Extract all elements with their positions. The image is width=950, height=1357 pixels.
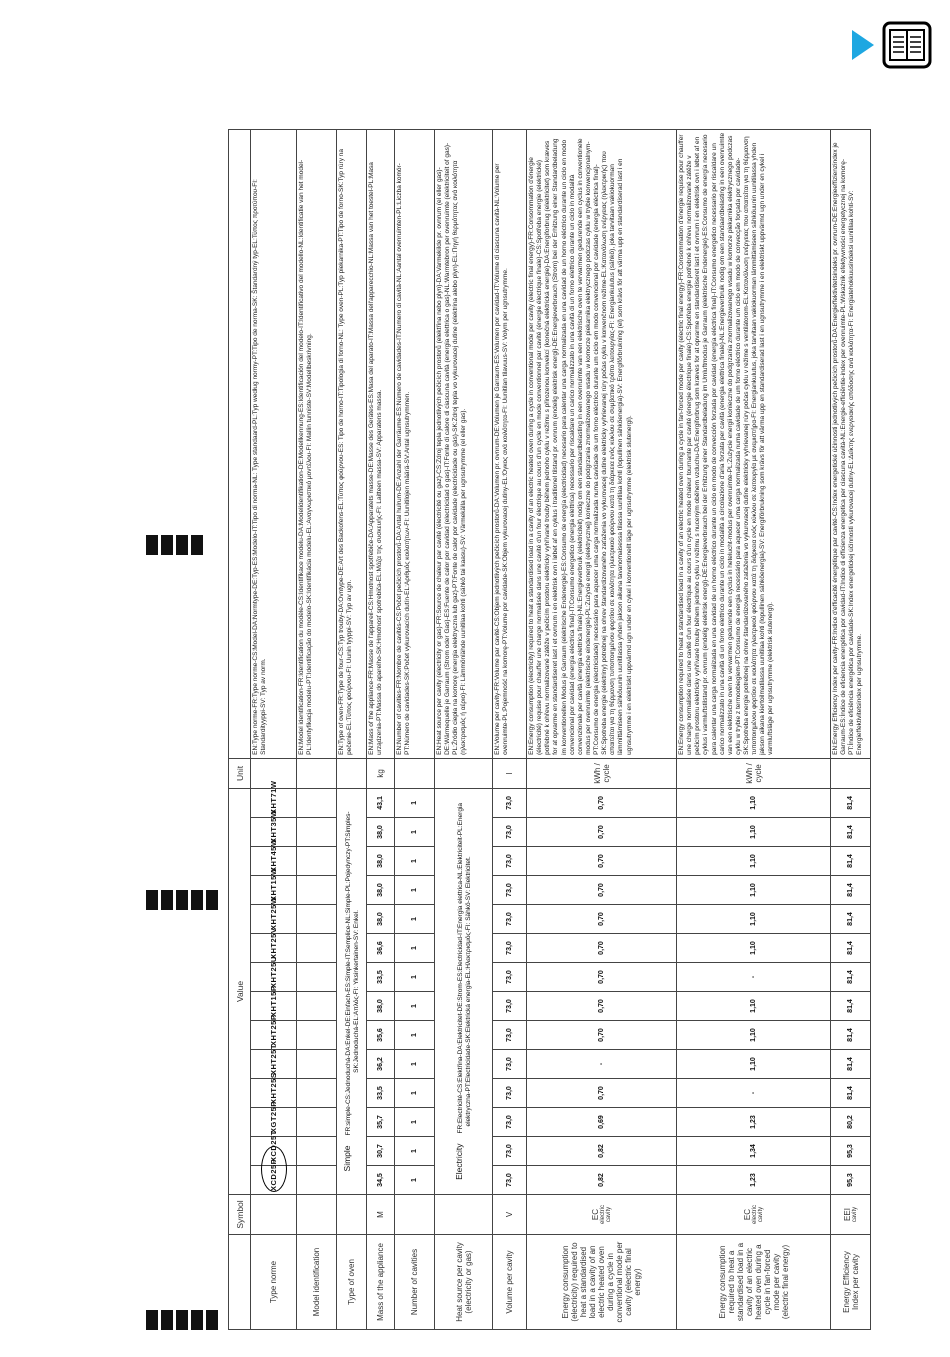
model-name: XHT35W [251,818,297,847]
header-description-cell [229,129,251,758]
value-cell: 1 [395,1137,435,1166]
language-code-badge [146,890,158,910]
value-cell: 73,0 [493,905,527,934]
language-code-badge [161,535,173,555]
value-cell: 35,7 [367,1108,395,1137]
model-name: XHT25P [251,1021,297,1050]
unit-cell: kg [367,758,395,788]
language-code-badge [161,1310,173,1330]
value-cell: 73,0 [493,788,527,817]
parameter-description: EN:Model identification-FR:Identification du modèle-CS:Identifikace modelu-DA:Modelidentifikation-DE:Modellkennung-ES:Identificación del modelo-IT:Identificativo del modello-NL:Identificatie van het model-PL:Identyfikacja modelu-PT:Identificação do modelo-SK:Identifikácia modelu-EL:Αναγνωριστικό μοντέλου-FI: Mallin tunniste-SV:Modellbeskrivning. [297,129,337,758]
parameter-description: EN:Type norme-FR:Type norme-CS:Model-DA:Normtype-DE:Typ-ES:Modelo-IT:Tipo di norma-NL: Type standaard-PL:Typ według normy-PT:Tipo de norma-SK: Štandardný typ-EL:Τύπος προτύπου-FI: Standardityyppi-SV: Typ av norm. [251,129,297,758]
value-cell [297,818,337,847]
value-cell: 0,82 [527,1137,677,1166]
value-cell: 1,10 [677,876,831,905]
language-row [204,1302,219,1330]
unit-cell: l [493,758,527,788]
row-heat-source [435,129,493,1329]
value-cell: 1 [395,1050,435,1079]
value-cell: 73,0 [493,1050,527,1079]
value-cell: 81,4 [831,847,871,876]
value-cell: 73,0 [493,1079,527,1108]
symbol: EC [743,1208,752,1221]
value-cell: 1,10 [677,1021,831,1050]
value-cell: 73,0 [493,847,527,876]
product-info-table [228,129,871,1330]
value-cell: 33,5 [367,963,395,992]
value-cell: 81,4 [831,1021,871,1050]
value-cell: 1,10 [677,818,831,847]
parameter-name: Energy Efficiency Index per cavity [831,1235,871,1330]
symbol-cell [493,1195,527,1235]
value-cell: 34,5 [367,1166,395,1195]
value-cell: 36,6 [367,934,395,963]
value-cell: 1 [395,934,435,963]
language-row [159,882,174,910]
value-cell [297,1079,337,1108]
value-cell: 1 [395,788,435,817]
row-energy-conv [527,129,677,1329]
value-cell: 0,70 [527,847,677,876]
parameter-description: EN:Energy consumption (electricity) required to heat a standardised load in a cavity of an electric heated oven during a cycle in conventional mode per cavity (electric final energy)-FR:Consommation d'énergie (électricité) requise pour chauffer une charge normalisée dans une cavité d'un four électrique au cours d'un cycle en mode conventionnel par cavité (énergie électrique finale)-CS:Spotřeba energie (elektrické) potřebné k ohřevu normalizované zátěže v pečicím prostoru elektricky vyhřívané trouby během jednoho cyklu v režimu s přirozenou konvekcí (konečná elektrická energie)-DA:Energiforbrug (elektricitet) som kræves for at opvarme en standardiseret last i et ovnrum i en elektrisk ovn i løbet af en cyklus i traditionel tilstand pr. ovnrum (endelig elektrisk energi)-DE:Energieverbrauch (Strom) bei der Erhitzung einer Standardbeladung im konventionellen Modus je Garraum (elektrische Endenergie)-ES:Consumo de energía (electricidad) necesario para calentar una carga normalizada en una cavidad de un horno eléctrico durante un ciclo en modo convencional por cavidad (energía eléctrica final)-IT:Consumo energetico (energia elettrica) necessario per riscaldare un carico normalizzato in una cavità di un forno elettrico durante un ciclo in modalità convenzionale per cavità (energia elettrica finale)-NL:Energieverbruik (elektriciteit) nodig om een standaardbelasting in een ovenruimte van een elektrische oven te verwarmen gedurende een cyclus in conventionele modus per ovenruimte (elektrische eindenergie)-PL:Zużycie energii (elektrycznej) konieczne do podgrzania znormalizowanego wsadu w komorze piekarnika elektrycznego podczas cyklu w trybie konwencjonalnym-PT:Consumo de energia (electricidade) necessário para aquecer uma carga normalizada numa cavidade de um forno eléctrico durante um ciclo em modo convencional por cavidade (energia eléctrica final)-SK:Spotreba energie (elektriny) potrebnej na ohrev štandardizovaného zaťaženia vo vykurovacej dutine elektricky vyhrievanej rúry počas cyklu v konvenčnom režime-EL:Κατανάλωση ενέργειας (ηλεκτρικής) που απαιτείται για τη θέρμανση τυποποιημένου φορτίου σε κοιλότητα ηλεκτρικού φούρνου κατά τη διάρκεια ενός κύκλου σε συμβατικό τρόπο λειτουργίας-FI: Energiankulutus (sähkö), joka tarvitaan vakiokuorman lämmittämiseen sähköuunin uunitilassa yhden jakson aikana tavanomaisessa tilassa uunitilaa kohti (lopullinen sähköenergia)-SV: Energiförbrukning (el) som krävs för att värma upp en standardiserad last i en ugnsutrymme i en elektriskt uppvärmd ugn under en cykel i konventionellt läge per ugnsutrymme (elektrisk slutenergi). [527,129,677,758]
value-cell: 0,70 [527,876,677,905]
symbol: EC [591,1208,600,1221]
symbol: M [376,1211,385,1218]
value-cell: 73,0 [493,876,527,905]
value-cell: 1 [395,1021,435,1050]
value-cell [297,905,337,934]
parameter-description: EN:Heat source per cavity (electricity or gas)-FR:Source de chaleur par cavité (électricité ou gaz)-CS:Zdroj tepla jednotlivých pečicích prostorů (elektřina nebo plyn)-DA:Varmekilde pr. ovnrum (el eller gas)-DE:Wärmequelle je Garraum (Strom oder Gas)-ES:Fuente de calor por cavidad (electricidad o gas)-IT:Fonte di calore di ciascuna cavità (energia elettrica o gas)-NL:Warmtebron per ovenruimte (elektriciteit of gas)-PL:Źródło ciepła na komorę (energia elektryczna lub gaz)-PT:Fonte de calor por cavidade (electricidade ou gás)-SK:Zdroj tepla vo vykurovacej dutine (elektrina alebo plyn)-EL:Πηγή θερμότητας ανά κοιλότητα (ηλεκτρισμός ή αέριο)-FI: Lämmönlähde uunitilaa kohti (sähkö tai kaasu)-SV: Värmekälla per ugnsutrymme (el eller gas). [435,129,493,758]
value-cell: 81,4 [831,1079,871,1108]
parameter-name: Type of oven [337,1235,367,1330]
heat-source-translations: FR:Electricité-CS:Elektřina-DA:Elektricitet-DE:Strom-ES:Electricidad-IT:Energia elettrica-NL:Elektriciteit-PL:Energia elektryczna-PT:Electricidade-SK:Elektrická energia-EL:Ηλεκτρισμός-FI: Sähkö-SV: Elektricitet. [457,803,472,1134]
parameter-name: Type norme [251,1235,297,1330]
parameter-name: Number of cavities [395,1235,435,1330]
parameter-description: EN:Number of cavities-FR:Nombre de cavités-CS:Počet pečicích prostorů-DA:Antal hulrum-DE:Anzahl der Garräume-ES:Número de cavidades-IT:Numero di cavità-NL:Aantal ovenruimten-PL:Liczba komór-PT:Número de cavidades-SK:Počet vykurovacích dutín-EL:Αριθμός κοιλοτήτων-FI: Uunitilojen määrä-SV:Antal ugnsutrymmen. [395,129,435,758]
value-cell: 0,82 [527,1166,677,1195]
symbol-cell [527,1195,677,1235]
language-code-badge [206,890,218,910]
heat-source-value: Electricity [454,1143,465,1180]
value-cell [297,992,337,1021]
parameter-description: EN:Volume per cavity-FR:Volume par cavité-CS:Objem jednotlivých pečicích prostorů-DA:Volumen pr. ovnrum-DE:Volumen je Garraum-ES:Volumen por cavidad-IT:Volume di ciascuna cavità-NL:Volume per ovenruimte-PL:Pojemność na komorę-PT:Volume por cavidade-SK:Objem vykurovacej dutiny-EL:Όγκος ανά κοιλότητα-FI: Uunitilan tilavuus-SV: Volym per ugnsutrymme. [493,129,527,758]
value-cell: 73,0 [493,1137,527,1166]
value-cell: 0,70 [527,905,677,934]
rotated-page [140,130,900,1330]
symbol-subscript: electric cavity [600,1205,612,1225]
value-cell: - [527,1050,677,1079]
value-cell: - [677,963,831,992]
value-cell: 81,4 [831,788,871,817]
merged-value-cell [435,788,493,1194]
value-cell: 36,2 [367,1050,395,1079]
value-cell [297,1166,337,1195]
language-column [144,882,219,910]
circle-highlight [261,1146,287,1192]
value-cell: 30,7 [367,1137,395,1166]
row-type-oven [337,129,367,1329]
value-cell: 81,4 [831,1050,871,1079]
language-row [189,882,204,910]
value-cell: 0,70 [527,1021,677,1050]
value-cell [297,1021,337,1050]
value-cell: 73,0 [493,1166,527,1195]
symbol-cell [337,1195,367,1235]
value-cell: 73,0 [493,818,527,847]
parameter-name: Volume per cavity [493,1235,527,1330]
language-row [144,1302,159,1330]
model-name: XHT25S [251,1079,297,1108]
model-name: XHT25U [251,963,297,992]
value-cell: 73,0 [493,1108,527,1137]
value-cell: 1 [395,992,435,1021]
model-name: XHT25T [251,1050,297,1079]
parameter-name: Mass of the appliance [367,1235,395,1330]
row-mass [367,129,395,1329]
symbol: V [505,1211,514,1218]
value-cell: 1 [395,905,435,934]
header-value: Value [229,788,251,1194]
value-cell: 1,10 [677,934,831,963]
row-type-norme [251,129,297,1329]
parameter-description: EN:Energy Efficiency Index per cavity-FR:Indice d'efficacité énergétique par cavité-CS:Index energetické účinnosti jednotlivých pečicích prostorů-DA:Energieffektivitetsindeks pr. ovnrum-DE:Energieeffizienzindex je Garraum-ES:Índice de eficiencia energética por cavidad-IT:Indice di efficienza energetica per ciascuna cavità-NL:Energie-efficiëntie-index per ovenruimte-PL:Wskaźnik efektywności energetycznej na komorę-PT:Índice de eficiência energética por cavidade-SK:Index energetickej účinnosti vykurovacej dutiny-EL:Δείκτης ενεργειακής απόδοσης ανά κοιλότητα-FI: Energiatehokkuusindeksi uunitilaa kohti-SV: Energieffektivitetsindex per ugnsutrymme. [831,129,871,758]
value-cell: 95,3 [831,1137,871,1166]
unit-cell [337,758,367,788]
value-cell: 1 [395,1166,435,1195]
unit-cell [831,758,871,788]
value-cell: 33,5 [367,1079,395,1108]
value-cell: 1,10 [677,905,831,934]
value-cell: 1,10 [677,788,831,817]
value-cell: 0,70 [527,992,677,1021]
symbol-cell [251,1195,297,1235]
value-cell: 81,4 [831,992,871,1021]
unit-cell: kWh / cycle [527,758,677,788]
value-cell: 38,0 [367,992,395,1021]
row-cavities [395,129,435,1329]
value-cell: 0,70 [527,963,677,992]
value-cell [297,1108,337,1137]
language-row [174,882,189,910]
type-value: Simple [342,1145,353,1172]
value-cell: 0,70 [527,818,677,847]
parameter-description: EN:Energy consumption required to heat a standardised load in a cavity of an electric heated oven during a cycle in fan-forced mode per cavity (electric final energy)-FR:Consommation d'énergie requise pour chauffer une charge normalisée dans une cavité d'un four électrique au cours d'un cycle en mode chaleur tournante par cavité (énergie électrique finale)-CS:Spotřeba energie potřebné k ohřevu normalizované zátěže v pečicím prostoru elektricky vyhřívané trouby během jednoho cyklu v režimu s nuceným oběhem vzduchu-DA:Energiforbrug som kræves for at opvarme en standardiseret last i et ovnrum i en elektrisk ovn i løbet af en cyklus i varmluftstilstand pr. ovnrum (endelig elektrisk energi)-DE:Energieverbrauch bei der Erhitzung einer Standardbeladung im Umluftmodus je Garraum (elektrische Endenergie)-ES:Consumo de energía necesario para calentar una carga normalizada en una cavidad de un horno eléctrico durante un ciclo en modo de convección forzada por cavidad (energía eléctrica final)-IT:Consumo energetico necessario per riscaldare un carico normalizzato in una cavità di un forno elettrico durante un ciclo in modalità a circolazione d'aria forzata per cavità (energia elettrica finale)-NL:Energieverbruik nodig om een standaardbelasting in een ovenruimte van een elektrische oven te verwarmen gedurende een cyclus in hetelucht-modus per ovenruimte-PL:Zużycie energii konieczne do podgrzania znormalizowanego wsadu w komorze piekarnika elektrycznego podczas cyklu w trybie z termoobiegiem-PT:Consumo de energia necessário para aquecer uma carga normalizada numa cavidade de um forno eléctrico durante um ciclo em modo de convecção forçada por cavidade-SK:Spotreba energie potrebnej na ohrev štandardizovaného zaťaženia vo vykurovacej dutine elektricky vyhrievanej rúry počas cyklu v režime s ventilátorom-EL:Κατανάλωση ενέργειας που απαιτείται για τη θέρμανση τυποποιημένου φορτίου σε κοιλότητα ηλεκτρικού φούρνου κατά τη διάρκεια ενός κύκλου σε λειτουργία με ανεμιστήρα-FI: Energiankulutus, joka tarvitaan vakiokuorman lämmittämiseen sähköuunin uunitilassa yhden jakson aikana kiertoilmatilassa uunitilaa kohti (lopullinen sähköenergia)-SV: Energiförbrukning som krävs för att värma upp en standardiserad last i en ugnsutrymme i en elektriskt uppvärmd ugn under en cykel i varmluftsläge per ugnsutrymme (elektrisk slutenergi). [677,129,831,758]
value-cell: 73,0 [493,1021,527,1050]
value-cell [297,847,337,876]
value-cell: 1 [395,1108,435,1137]
value-cell: 1 [395,847,435,876]
row-energy-fan [677,129,831,1329]
model-name: XHT71W [251,788,297,817]
model-name: XHT15P [251,992,297,1021]
language-code-badge [191,1310,203,1330]
value-cell [297,788,337,817]
type-value-translations: FR:simple-CS:Jednoduchá-DA:Enkel-DE:Einfach-ES:Simple-IT:Semplice-NL:Simple-PL:Pojedynczy-PT:Simples-SK:Jednoduchá-EL:Απλός-FI: Yksinkertainen-SV: Enkel. [345,811,360,1136]
symbol-cell [395,1195,435,1235]
value-cell: 81,4 [831,905,871,934]
language-row [174,1302,189,1330]
value-cell: 1,34 [677,1137,831,1166]
parameter-name: Energy consumption required to heat a standardised load in a cavity of an electric heated oven during a cycle in fan-forced mode per cavity (electric final energy) [677,1235,831,1330]
model-name: XHT15W [251,876,297,905]
value-cell: 0,69 [527,1108,677,1137]
language-code-badge [176,1310,188,1330]
symbol-cell [297,1195,337,1235]
header-name-cell [229,1235,251,1330]
row-model-id [297,129,337,1329]
value-cell: 1,10 [677,992,831,1021]
model-name: XHT25V [251,934,297,963]
value-cell: 1,23 [677,1108,831,1137]
language-code-badge [146,1310,158,1330]
value-cell [297,963,337,992]
value-cell: 0,70 [527,1079,677,1108]
value-cell [297,1050,337,1079]
value-cell: 73,0 [493,963,527,992]
value-cell: 38,0 [367,905,395,934]
language-row [144,527,159,555]
language-row [189,527,204,555]
symbol-cell [435,1195,493,1235]
value-cell: 1 [395,1079,435,1108]
value-cell: 38,0 [367,876,395,905]
value-cell: 81,4 [831,963,871,992]
parameter-name: Model identification [297,1235,337,1330]
value-cell: 38,0 [367,818,395,847]
value-cell [297,876,337,905]
value-cell: 80,2 [831,1108,871,1137]
header-row [229,129,251,1329]
value-cell: 81,4 [831,818,871,847]
symbol: EEI [843,1208,852,1221]
model-name: XHT45W [251,847,297,876]
model-name: XCD25T [251,1137,297,1166]
value-cell: - [677,1079,831,1108]
language-row [144,882,159,910]
language-code-badge [146,535,158,555]
language-code-badge [161,890,173,910]
value-cell: 35,6 [367,1021,395,1050]
header-symbol: Symbol [229,1195,251,1235]
language-row [159,1302,174,1330]
symbol-cell [677,1195,831,1235]
model-name: XCD25P [251,1166,297,1195]
value-cell: 81,4 [831,876,871,905]
value-cell: 73,0 [493,934,527,963]
value-cell: 73,0 [493,992,527,1021]
language-column [144,527,204,555]
language-code-badge [176,535,188,555]
value-cell: 1 [395,818,435,847]
value-cell: 1,10 [677,847,831,876]
value-cell: 1 [395,876,435,905]
value-cell: 43,1 [367,788,395,817]
language-code-badge [191,535,203,555]
symbol-subscript: cavity [852,1206,858,1223]
value-cell: 1 [395,963,435,992]
merged-value-cell [337,788,367,1194]
model-name: XHT25W [251,905,297,934]
parameter-name: Energy consumption (electricity) required to heat a standardised load in a cavity of an electric heated oven during a cycle in conventional mode per cavity (electric final energy) [527,1235,677,1330]
unit-cell [297,758,337,788]
value-cell: 95,3 [831,1166,871,1195]
value-cell: 1,23 [677,1166,831,1195]
unit-cell [395,758,435,788]
value-cell [297,1137,337,1166]
value-cell: 0,70 [527,788,677,817]
value-cell: 38,0 [367,847,395,876]
unit-cell [435,758,493,788]
language-code-badge [191,890,203,910]
language-code-badge [206,1310,218,1330]
model-name: XGT25P [251,1108,297,1137]
language-column [144,1302,219,1330]
language-row [189,1302,204,1330]
row-eei [831,129,871,1329]
unit-cell: kWh / cycle [677,758,831,788]
row-volume [493,129,527,1329]
language-code-badge [176,890,188,910]
manual-info-icon [848,20,934,70]
symbol-subscript: electric cavity [752,1205,764,1225]
symbol-cell [367,1195,395,1235]
symbol-cell [831,1195,871,1235]
value-cell: 0,70 [527,934,677,963]
language-row [174,527,189,555]
value-cell: 1,10 [677,1050,831,1079]
language-header [140,130,226,1330]
language-row [159,527,174,555]
parameter-name: Heat source per cavity (electricity or gas) [435,1235,493,1330]
language-row [204,882,219,910]
value-cell [297,934,337,963]
parameter-description: EN:Mass of the appliance-FR:Masse de l'appareil-CS:Hmotnost spotřebiče-DA:Apparatets masse-DE:Masse des Gerätes-ES:Masa del aparato-IT:Massa dell'apparecchio-NL:Massa van het toestel-PL:Masa urządzenia-PT:Massa do aparelho-SK:Hmotnosť spotrebiča-EL:Μάζα της συσκευής-FI: Laitteen massa-SV: Apparatens massa. [367,129,395,758]
parameter-description: EN:Type of oven-FR:Type de four-CS:Typ trouby-DA:Ovntype-DE:Art des Backofens-EL:Τύπος φούρνου-ES: Tipo de horno-IT:Tipologia di forno-NL: Type oven-PL:Typ piekarnika-PT:Tipo de forno-SK:Typ rúry na pečenie-EL:Τύπος φούρνου-FI: Uunin tyyppi-SV: Typ av ugn. [337,129,367,758]
value-cell: 81,4 [831,934,871,963]
header-unit: Unit [229,758,251,788]
